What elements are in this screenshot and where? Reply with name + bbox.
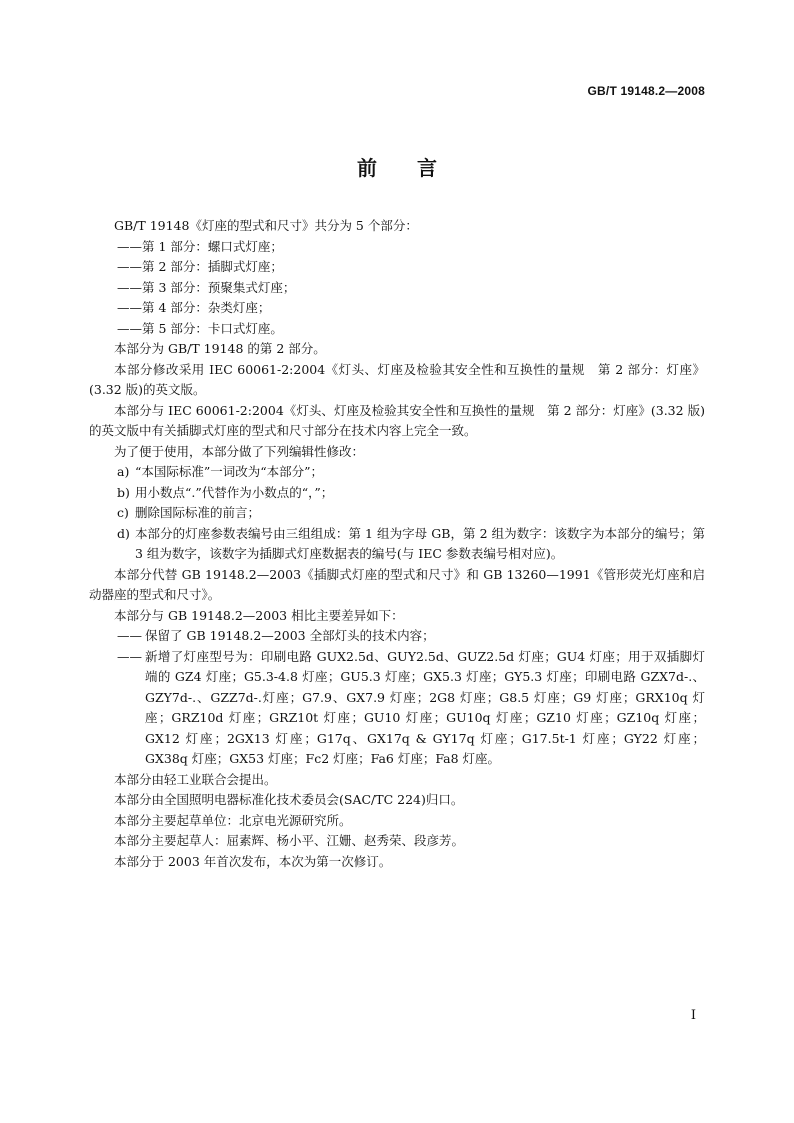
- edit-marker: d): [117, 525, 130, 541]
- edit-text: “本国际标准”一词改为“本部分”；: [135, 464, 324, 479]
- edit-text: 删除国际标准的前言；: [135, 505, 261, 520]
- edit-item: [89, 524, 705, 565]
- diff-text: 新增了灯座型号为：印刷电路 GUX2.5d、GUY2.5d、GUZ2.5d 灯座；GU4 灯座；用于双插脚灯端的 GZ4 灯座；G5.3-4.8 灯座；GU5.3 灯座；GX5.3 灯座；GY5.3 灯座；印刷电路 GZX7d-.、GZY7d-.、GZZ7d-.灯座；G7.9、GX7.9 灯座；2G8 灯座；G8.5 灯座；G9 灯座；GRX10q 灯座；GRZ10d 灯座；GRZ10t 灯座；GU10 灯座；GU10q 灯座；GZ10 灯座；GZ10q 灯座；GX12 灯座；2GX13 灯座；G17q、GX17q & GY17q 灯座；G17.5t-1 灯座；GY22 灯座；GX38q 灯座；GX53 灯座；Fc2 灯座；Fa6 灯座；Fa8 灯座。: [145, 648, 705, 766]
- part-list-item: ——第 2 部分：插脚式灯座；: [117, 259, 283, 274]
- edit-marker: a): [117, 464, 130, 479]
- paragraph: 本部分于 2003 年首次发布，本次为第一次修订。: [114, 853, 392, 869]
- title-char-1: 前: [357, 156, 377, 180]
- paragraph: 为了便于使用，本部分做了下列编辑性修改：: [114, 443, 365, 459]
- paragraph: 本部分由轻工业联合会提出。: [114, 771, 277, 787]
- foreword-body: [89, 216, 705, 872]
- part-list-item: ——第 4 部分：杂类灯座；: [117, 300, 271, 315]
- diff-marker: ——: [117, 628, 142, 643]
- diff-text: 保留了 GB 19148.2—2003 全部灯头的技术内容；: [145, 628, 435, 643]
- diff-item: [89, 647, 705, 770]
- edit-marker: c): [117, 505, 129, 520]
- page-number: I: [690, 1008, 696, 1023]
- part-list-item: ——第 1 部分：螺口式灯座；: [117, 238, 283, 254]
- paragraph: 本部分为 GB/T 19148 的第 2 部分。: [114, 341, 326, 356]
- paragraph: 本部分与 GB 19148.2—2003 相比主要差异如下：: [114, 607, 404, 623]
- edit-item: [89, 462, 705, 483]
- part-list-item: ——第 3 部分：预聚集式灯座；: [117, 279, 296, 295]
- paragraph: 本部分主要起草人：屈素辉、杨小平、江姗、赵秀荣、段彦芳。: [114, 833, 465, 848]
- edit-item: [89, 483, 705, 504]
- edit-text: 用小数点“.”代替作为小数点的“，”；: [135, 484, 334, 500]
- paragraph: 本部分与 IEC 60061-2:2004《灯头、灯座及检验其安全性和互换性的量规 第 2 部分：灯座》(3.32 版)的英文版中有关插脚式灯座的型式和尺寸部分在技术内容上完全一致。: [89, 402, 705, 438]
- part-list-item: ——第 5 部分：卡口式灯座。: [117, 320, 283, 336]
- paragraph: 本部分由全国照明电器标准化技术委员会(SAC/TC 224)归口。: [114, 792, 464, 807]
- paragraph: 本部分主要起草单位：北京电光源研究所。: [114, 812, 352, 828]
- edit-item: [89, 503, 705, 524]
- standard-code: GB/T 19148.2—2008: [587, 84, 705, 98]
- diff-marker: ——: [117, 648, 142, 664]
- paragraph: 本部分修改采用 IEC 60061-2:2004《灯头、灯座及检验其安全性和互换性的量规 第 2 部分：灯座》(3.32 版)的英文版。: [89, 361, 705, 397]
- intro-paragraph: GB/T 19148《灯座的型式和尺寸》共分为 5 个部分：: [114, 218, 418, 233]
- page-title: [0, 152, 794, 181]
- title-char-2: 言: [417, 156, 437, 180]
- edit-text: 本部分的灯座参数表编号由三组组成：第 1 组为字母 GB，第 2 组为数字：该数字为本部分的编号；第 3 组为数字，该数字为插脚式灯座数据表的编号(与 IEC 参数表编号相对应)。: [135, 525, 705, 561]
- diff-item: [89, 626, 705, 647]
- edit-marker: b): [117, 484, 130, 500]
- paragraph: 本部分代替 GB 19148.2—2003《插脚式灯座的型式和尺寸》和 GB 13260—1991《管形荧光灯座和启动器座的型式和尺寸》。: [89, 566, 705, 602]
